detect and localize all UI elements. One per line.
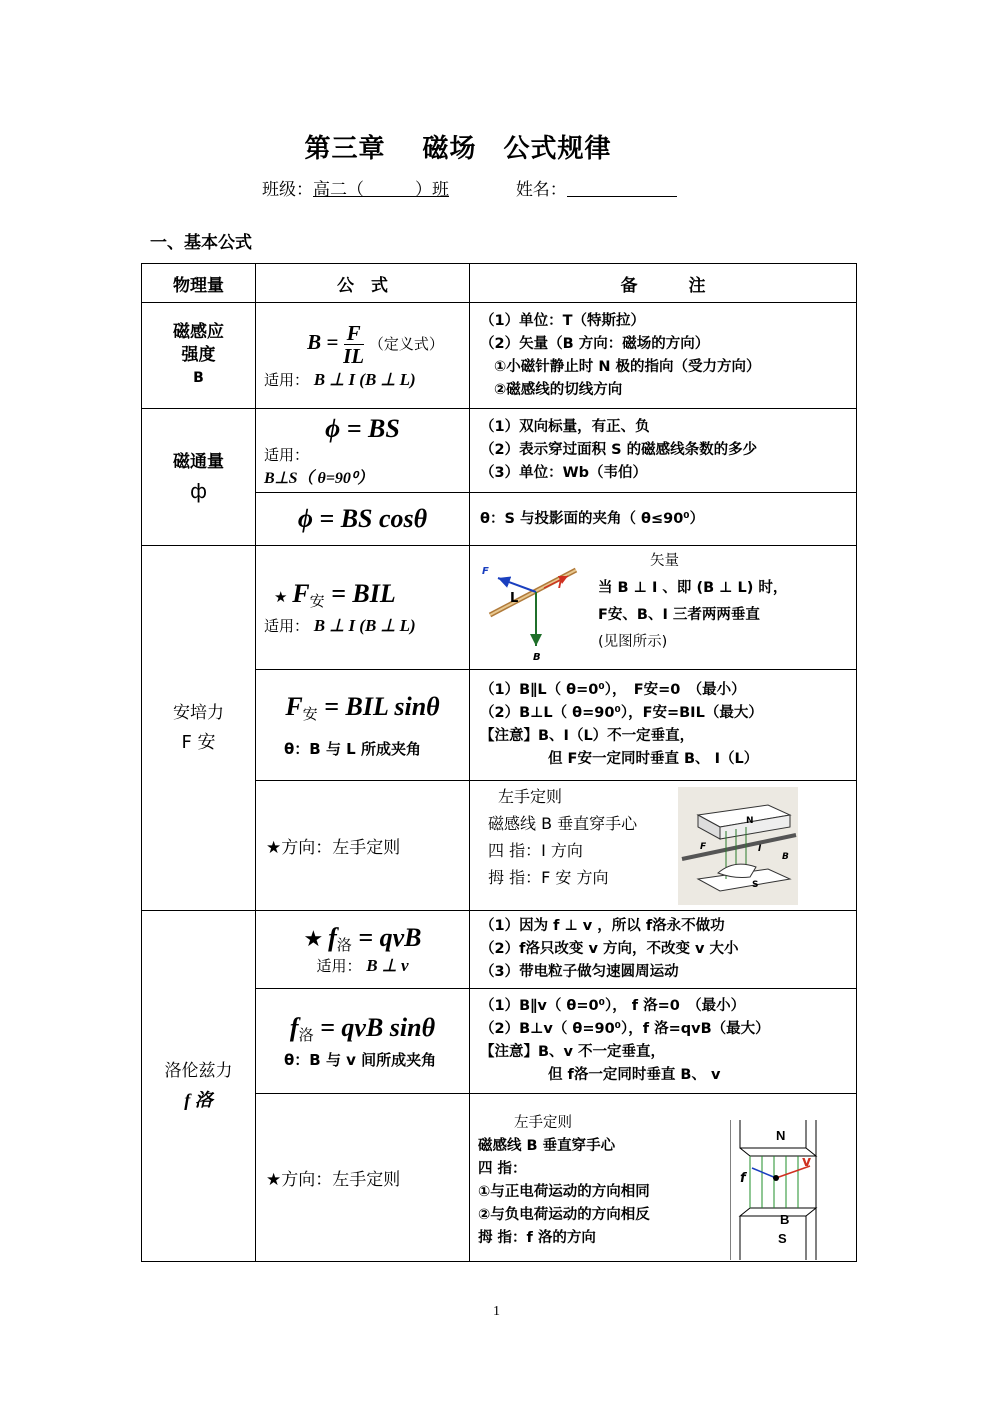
- page-number: 1: [493, 1304, 500, 1319]
- quantity-phi: 磁通量 ф: [142, 409, 256, 546]
- header-quantity: 物理量: [142, 264, 256, 303]
- formula-b: B = $\frac{F}{IL}$ （定义式） 适用： B ⊥ I (B ⊥ L): [256, 303, 470, 409]
- svg-text:F: F: [700, 842, 707, 852]
- notes-phi-cos: θ：S 与投影面的夹角（ θ≤90⁰）: [470, 493, 857, 546]
- svg-text:S: S: [752, 880, 759, 890]
- header-formula: 公 式: [256, 264, 470, 303]
- class-value: 高二（ ）班: [313, 180, 449, 200]
- svg-text:I: I: [758, 844, 762, 854]
- notes-phi: （1）双向标量，有正、负 （2）表示穿过面积 S 的磁感线条数的多少 （3）单位：Wb（韦伯）: [470, 409, 857, 493]
- table-row-b: [142, 303, 857, 409]
- name-blank: [567, 178, 677, 197]
- quantity-b: 磁感应 强度 B: [142, 303, 256, 409]
- svg-text:f: f: [740, 1171, 746, 1186]
- ampere-force-diagram: [478, 550, 578, 668]
- section-heading: 一、基本公式: [150, 233, 252, 253]
- notes-lorentz-rule: 左手定则 磁感线 B 垂直穿手心 四 指： ①与正电荷运动的方向相同 ②与负电荷运动的方向相反 拇 指：f 洛的方向 N S f v B: [470, 1094, 857, 1262]
- quantity-ampere: 安培力 F 安: [142, 546, 256, 911]
- svg-text:B: B: [780, 1212, 790, 1227]
- table-header-row: [142, 264, 857, 303]
- left-hand-rule-lorentz-diagram: [730, 1120, 830, 1260]
- table-row-ampere: [142, 546, 857, 670]
- svg-text:S: S: [778, 1231, 787, 1246]
- svg-text:N: N: [776, 1128, 786, 1143]
- label-l: L: [510, 591, 519, 606]
- rule-ampere: ★方向：左手定则: [256, 781, 470, 911]
- formula-table: [141, 263, 857, 1262]
- svg-text:v: v: [802, 1154, 812, 1170]
- table-row-lorentz: [142, 911, 857, 989]
- label-f: F: [482, 566, 489, 577]
- notes-ampere-rule: 左手定则 磁感线 B 垂直穿手心 四 指：I 方向 拇 指：F 安 方向 N S F I B: [470, 781, 857, 911]
- label-i: I: [558, 580, 562, 591]
- name-label: 姓名：: [515, 180, 567, 200]
- formula-lorentz-sin: f洛 = qvB sinθ θ：B 与 v 间所成夹角: [256, 989, 470, 1094]
- header-notes: 备 注: [470, 264, 857, 303]
- formula-ampere-sin: F安 = BIL sinθ θ：B 与 L 所成夹角: [256, 670, 470, 781]
- class-label: 班级：: [262, 180, 313, 200]
- formula-phi: ϕ = BS 适用： B⊥S（ θ=90⁰）: [256, 409, 470, 493]
- page-title: 第三章 磁场 公式规律: [304, 134, 612, 164]
- formula-ampere: ★ F安 = BIL 适用： B ⊥ I (B ⊥ L): [256, 546, 470, 670]
- quantity-lorentz: 洛伦兹力 f 洛: [142, 911, 256, 1262]
- svg-text:N: N: [746, 816, 754, 826]
- notes-lorentz: （1）因为 f ⊥ v ，所以 f洛永不做功 （2）f洛只改变 v 方向，不改变 v 大小 （3）带电粒子做匀速圆周运动: [470, 911, 857, 989]
- left-hand-rule-ampere-diagram: [678, 787, 798, 905]
- table-row-phi: [142, 409, 857, 493]
- svg-text:B: B: [782, 852, 789, 862]
- rule-lorentz: ★方向：左手定则: [256, 1094, 470, 1262]
- label-b: B: [533, 652, 541, 663]
- formula-lorentz: ★ f洛 = qvB 适用： B ⊥ v: [256, 911, 470, 989]
- fraction: $\frac{F}{IL}$: [343, 320, 365, 368]
- notes-ampere: F I L B 矢量 当 B ⊥ I 、即 (B ⊥ L) 时， F安、B、I 三者两两垂直 (见图所示): [470, 546, 857, 670]
- notes-ampere-sin: （1）B∥L（ θ=0⁰）， F安=0 （最小） （2）B⊥L（ θ=90⁰），F安=BIL（最大） 【注意】B、I（L）不一定垂直， 但 F安一定同时垂直 B、 I（L）: [470, 670, 857, 781]
- formula-phi-cos: ϕ = BS cosθ: [256, 493, 470, 546]
- notes-lorentz-sin: （1）B∥v（ θ=0⁰）， f 洛=0 （最小） （2）B⊥v（ θ=90⁰），f 洛=qvB（最大） 【注意】B、v 不一定垂直， 但 f洛一定同时垂直 B、 v: [470, 989, 857, 1094]
- notes-b: （1）单位：T（特斯拉） （2）矢量（B 方向：磁场的方向） ①小磁针静止时 N 极的指向（受力方向） ②磁感线的切线方向: [470, 303, 857, 409]
- class-name-line: [262, 175, 677, 200]
